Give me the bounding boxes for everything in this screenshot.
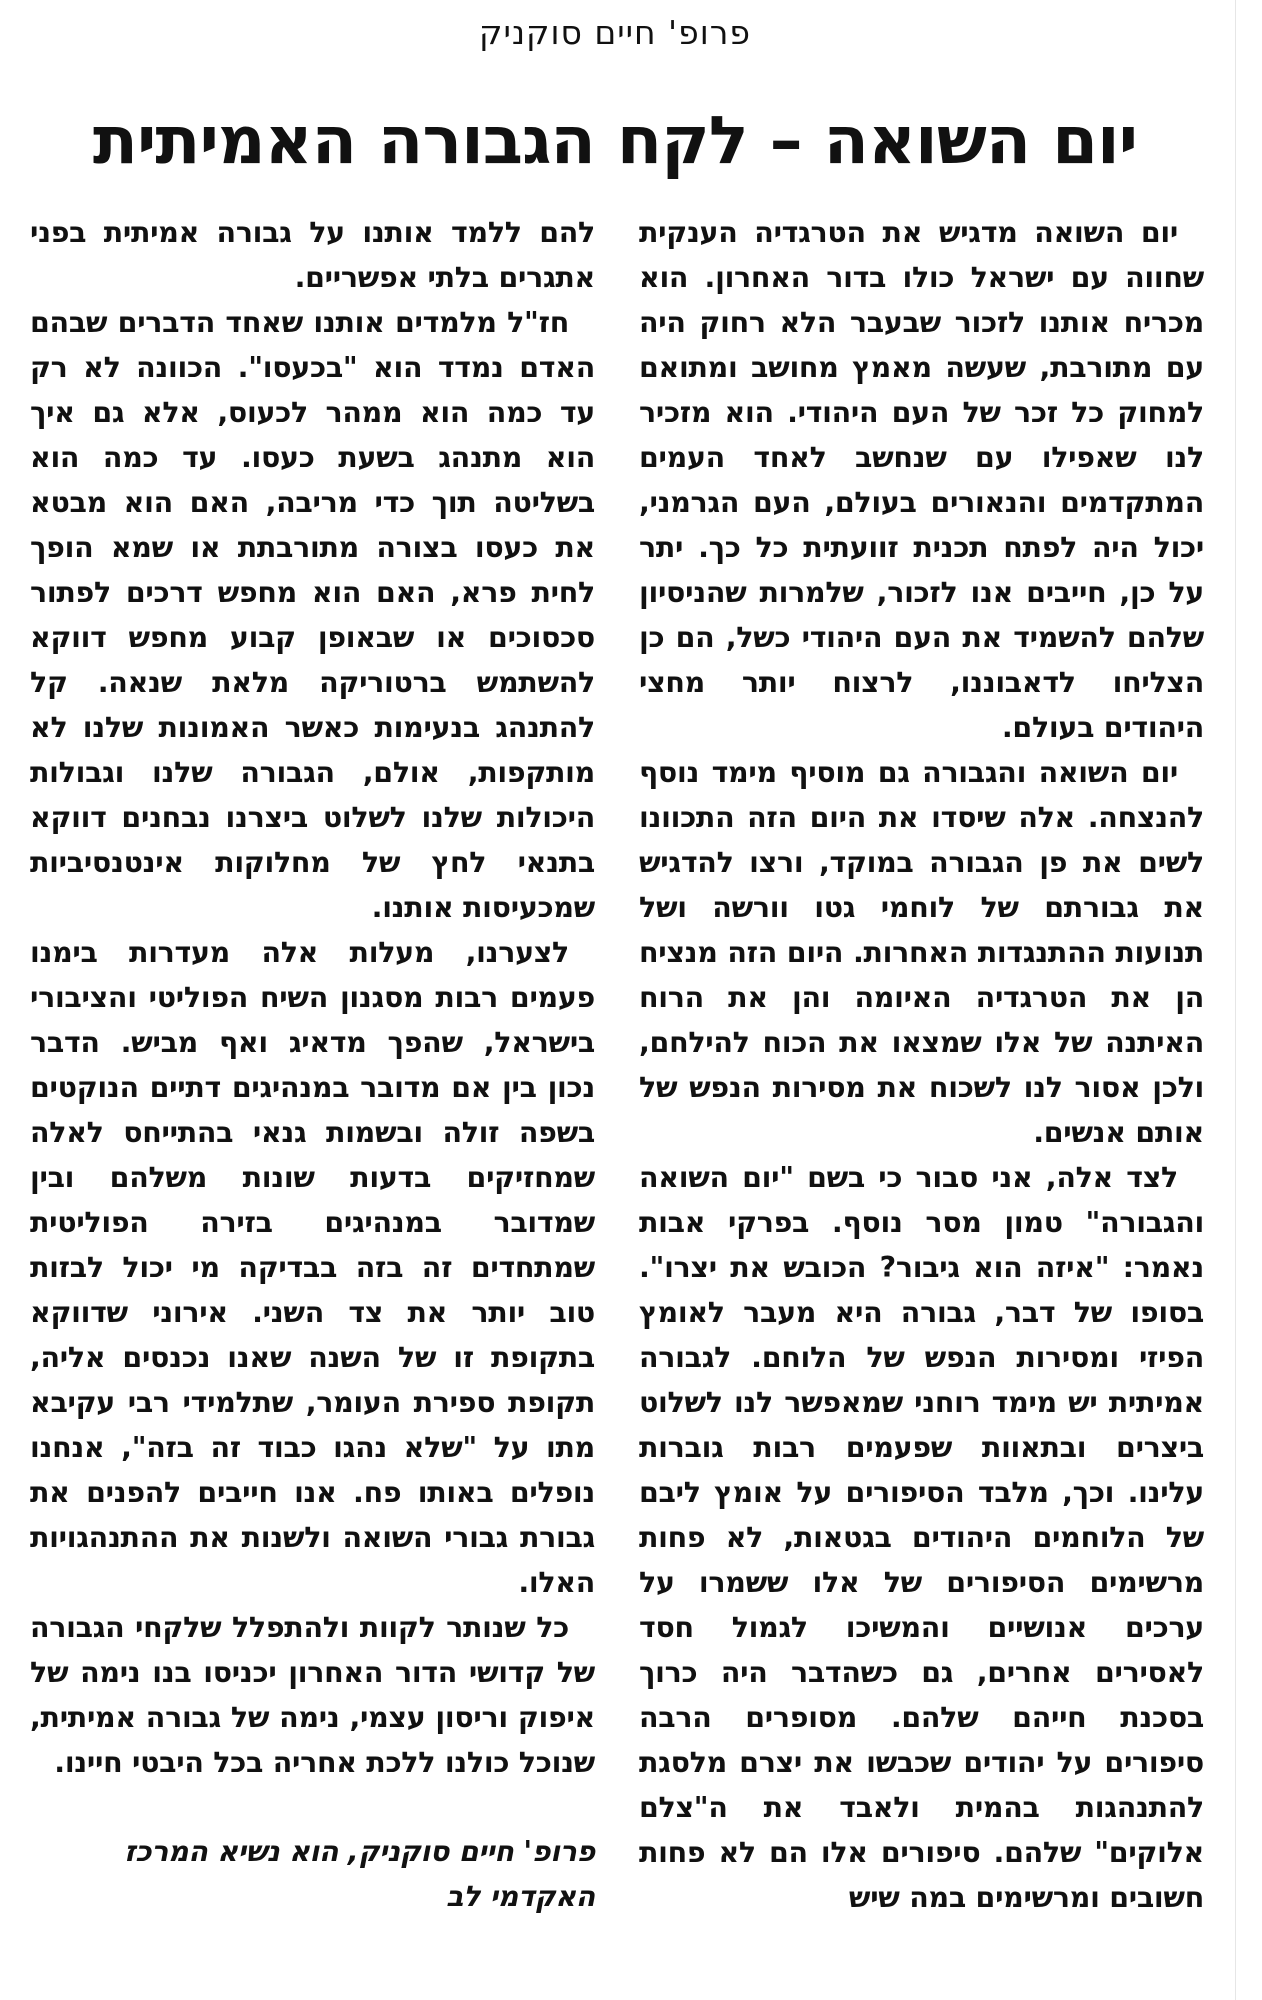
article-column-left [30,210,595,1919]
article-column-right [639,210,1204,1920]
article-headline: יום השואה – לקח הגבורה האמיתית [92,102,1138,179]
author-signature: פרופ' חיים סוקניק, הוא נשיא המרכז האקדמי לב [124,1835,595,1913]
paragraph: כל שנותר לקוות ולהתפלל שלקחי הגבורה של קדושי הדור האחרון יכניסו בנו נימה של איפוק וריסון עצמי, נימה של גבורה אמיתית, שנוכל כולנו ללכת אחריה בכל היבטי חיינו. [30,1611,595,1779]
paragraph: להם ללמד אותנו על גבורה אמיתית בפני אתגרים בלתי אפשריים. [30,216,595,294]
paragraph: לצערנו, מעלות אלה מעדרות בימנו פעמים רבות מסגנון השיח הפוליטי והציבורי בישראל, שהפך מדאיג ואף מביש. הדבר נכון בין אם מדובר במנהיגים דתיים הנוקטים בשפה זולה ובשמות גנאי בהתייחס לאלה שמחזיקים בדעות שונות משלהם ובין שמדובר במנהיגים בזירה הפוליטית שמתחדים זה בזה בבדיקה מי יכול לבזות טוב יותר את צד השני. אירוני שדווקא בתקופת זו של השנה שאנו נכנסים אליה, תקופת ספירת העומר, שתלמידי רבי עקיבא מתו על "שלא נהגו כבוד זה בזה", אנחנו נופלים באותו פח. אנו חייבים להפנים את גבורת גבורי השואה ולשנות את ההתנהגויות האלו. [30,936,595,1599]
page-edge-line [1235,0,1236,2000]
paragraph: יום השואה מדגיש את הטרגדיה הענקית שחווה עם ישראל כולו בדור האחרון. הוא מכריח אותנו לזכור שבעבר הלא רחוק היה עם מתורבת, שעשה מאמץ מחושב ומתואם למחוק כל זכר של העם היהודי. הוא מזכיר לנו שאפילו עם שנחשב לאחד העמים המתקדמים והנאורים בעולם, העם הגרמני, יכול היה לפתח תכנית זוועתית כל כך. יתר על כן, חייבים אנו לזכור, שלמרות שהניסיון שלהם להשמיד את העם היהודי כשל, הם כן הצליחו לדאבוננו, לרצוח יותר מחצי היהודים בעולם. [639,216,1204,744]
paragraph: לצד אלה, אני סבור כי בשם "יום השואה והגבורה" טמון מסר נוסף. בפרקי אבות נאמר: "איזה הוא גיבור? הכובש את יצרו". בסופו של דבר, גבורה היא מעבר לאומץ הפיזי ומסירות הנפש של הלוחם. לגבורה אמיתית יש מימד רוחני שמאפשר לנו לשלוט ביצרים ובתאוות שפעמים רבות גוברות עלינו. וכך, מלבד הסיפורים על אומץ ליבם של הלוחמים היהודים בגטאות, לא פחות מרשימים הסיפורים של אלו ששמרו על ערכים אנושיים והמשיכו לגמול חסד לאסירים אחרים, גם כשהדבר היה כרוך בסכנת חייהם שלהם. מסופרים הרבה סיפורים על יהודים שכבשו את יצרם מלסגת להתנהגות בהמית ולאבד את ה"צלם אלוקים" שלהם. סיפורים אלו הם לא פחות חשובים ומרשימים במה שיש [639,1161,1204,1914]
paragraph: חז"ל מלמדים אותנו שאחד הדברים שבהם האדם נמדד הוא "בכעסו". הכוונה לא רק עד כמה הוא ממהר לכעוס, אלא גם איך הוא מתנהג בשעת כעסו. עד כמה הוא בשליטה תוך כדי מריבה, האם הוא מבטא את כעסו בצורה מתורבתת או שמא הופך לחית פרא, האם הוא מחפש דרכים לפתור סכסוכים או שבאופן קבוע מחפש דווקא להשתמש ברטוריקה מלאת שנאה. קל להתנהג בנעימות כאשר האמונות שלנו לא מותקפות, אולם, הגבורה שלנו וגבולות היכולות שלנו לשלוט ביצרנו נבחנים דווקא בתנאי לחץ של מחלוקות אינטנסיביות שמכעיסות אותנו. [30,306,595,924]
author-byline: פרופ' חיים סוקניק [479,13,751,52]
paragraph: יום השואה והגבורה גם מוסיף מימד נוסף להנצחה. אלה שיסדו את היום הזה התכוונו לשים את פן הגבורה במוקד, ורצו להדגיש את גבורתם של לוחמי גטו וורשה ושל תנועות ההתנגדות האחרות. היום הזה מנציח הן את הטרגדיה האיומה והן את הרוח האיתנה של אלו שמצאו את הכוח להילחם, ולכן אסור לנו לשכוח את מסירות הנפש של אותם אנשים. [639,756,1204,1149]
